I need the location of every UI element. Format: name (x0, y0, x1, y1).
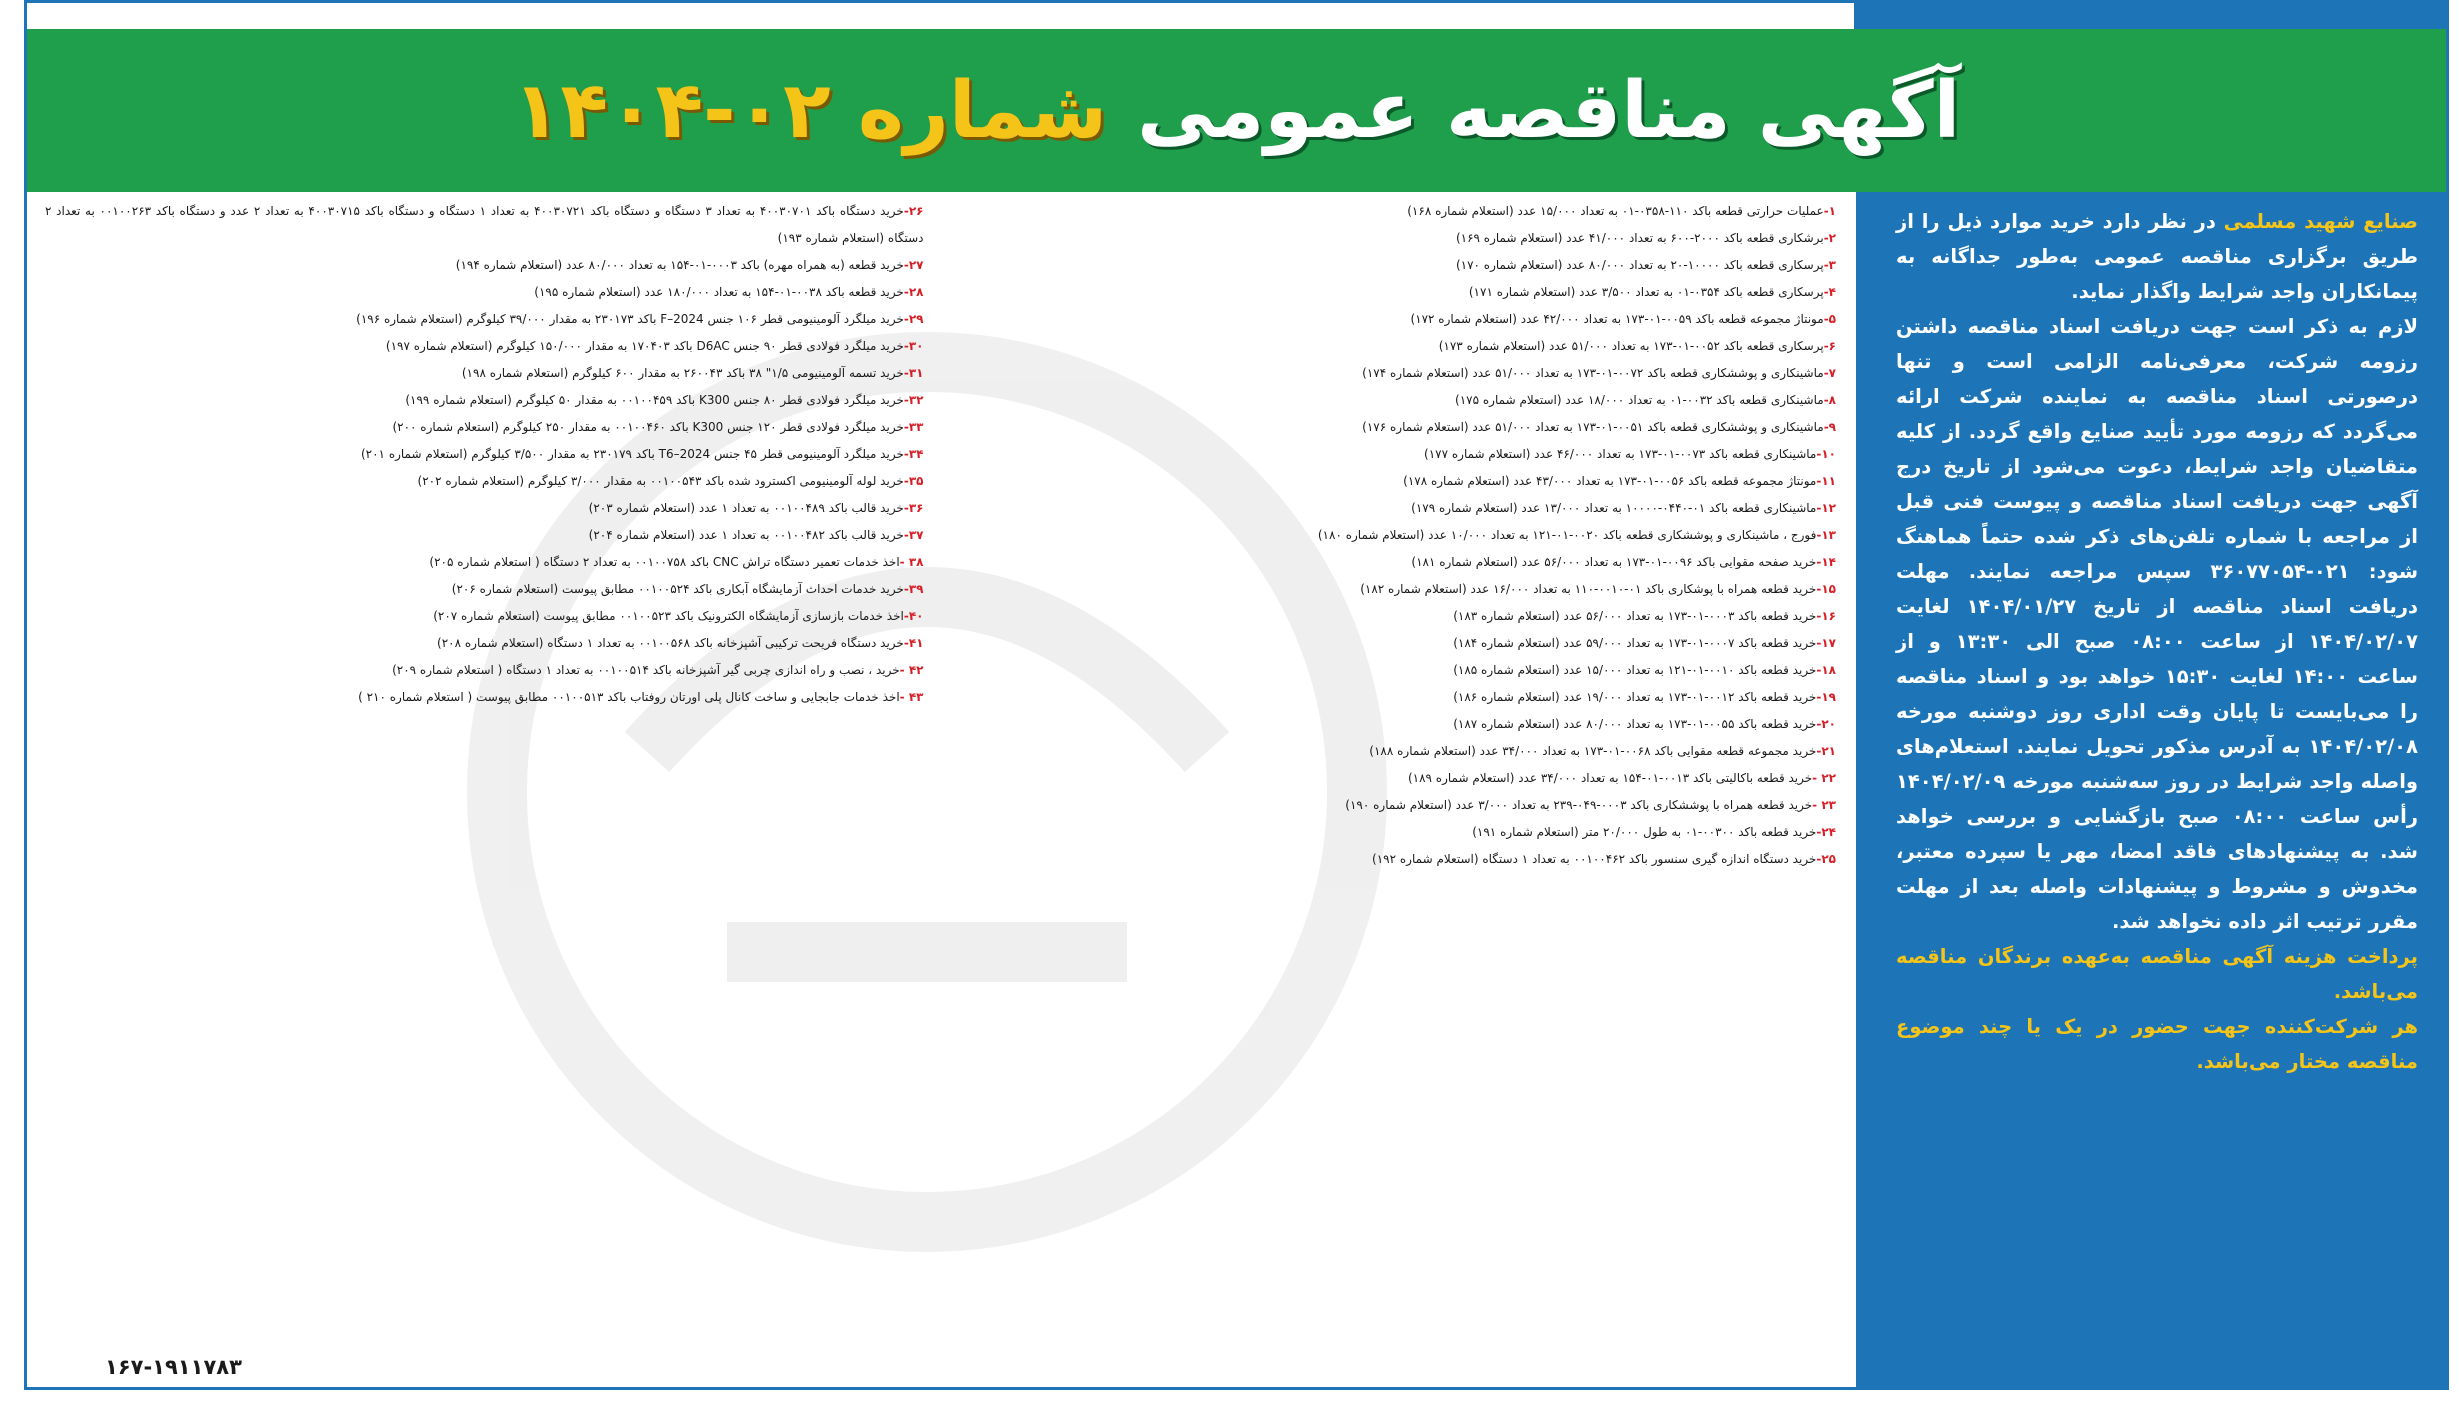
tender-item (958, 711, 1837, 738)
tender-item (958, 414, 1837, 441)
tender-item-number: ۲۶- (903, 204, 924, 218)
tender-item-number: ۴- (1823, 285, 1836, 299)
tender-item-number: ۹- (1823, 420, 1836, 434)
tender-item-text: پرسکاری قطعه باکد ۱۰۰۰۰-۲۰ به تعداد ۸۰/۰۰۰ عدد (استعلام شماره ۱۷۰) (1455, 258, 1824, 272)
tender-item-text: ماشینکاری قطعه باکد ۰۰۳۲-۰۱ به تعداد ۱۸/۰۰۰ عدد (استعلام شماره ۱۷۵) (1455, 393, 1824, 407)
tender-item (958, 306, 1837, 333)
sidebar-paragraph-participation: هر شرکت‌کننده جهت حضور در یک یا چند موضوع مناقصه مختار می‌باشد. (1896, 1015, 2418, 1073)
tender-item-text: خرید قطعه باکد ۰۰۱۲-۰۱-۱۷۳ به تعداد ۱۹/۰۰۰ عدد (استعلام شماره ۱۸۶) (1453, 690, 1817, 704)
tender-item (45, 468, 924, 495)
tender-item (45, 252, 924, 279)
tender-item-number: ۱۶- (1816, 609, 1836, 623)
tender-item (958, 738, 1837, 765)
tender-item (45, 279, 924, 306)
tender-item-number: ۴۳ - (899, 690, 924, 704)
tender-item-number: ۲۰- (1816, 717, 1836, 731)
tender-item-number: ۳۳- (903, 420, 924, 434)
tender-item-text: عملیات حرارتی قطعه باکد ۱۱۰-۰۳۵۸-۰۱ به تعداد ۱۵/۰۰۰ عدد (استعلام شماره ۱۶۸) (1407, 204, 1824, 218)
tender-item-number: ۲۷- (903, 258, 924, 272)
tender-item-number: ۴۰- (903, 609, 924, 623)
tender-item (958, 765, 1837, 792)
tender-item-text: ماشینکاری قطعه باکد ۰۰۷۳-۰۱-۱۷۳ به تعداد ۴۶/۰۰۰ عدد (استعلام شماره ۱۷۷) (1424, 447, 1817, 461)
tender-item (45, 198, 924, 252)
tender-item-text: ماشینکاری قطعه باکد ۰۱-۰۴۴۰-۱۰۰۰۰ به تعداد ۱۳/۰۰۰ عدد (استعلام شماره ۱۷۹) (1411, 501, 1817, 515)
tender-item (45, 684, 924, 711)
tender-item (958, 225, 1837, 252)
tender-item (958, 657, 1837, 684)
tender-item-number: ۲۱- (1816, 744, 1836, 758)
title-main: آگهی مناقصه عمومی (1137, 65, 1961, 156)
tender-item-number: ۴۲ - (899, 663, 924, 677)
title-number: شماره ۰۲-۱۴۰۴ (512, 65, 1108, 156)
tender-item-number: ۱۱- (1816, 474, 1836, 488)
tender-item-number: ۲۵- (1816, 852, 1836, 866)
tender-item-text: خرید دستگاه اندازه گیری سنسور باکد ۰۰۱۰۰۴۶۲ به تعداد ۱ دستگاه (استعلام شماره ۱۹۲) (1372, 852, 1817, 866)
tender-item-text: خرید قطعه (به همراه مهره) باکد ۰۰۰۳-۰۱-۱۵۴ به تعداد ۸۰/۰۰۰ عدد (استعلام شماره ۱۹۴) (455, 258, 904, 272)
tender-item-number: ۱۹- (1816, 690, 1836, 704)
tender-item (45, 333, 924, 360)
tender-item (45, 576, 924, 603)
tender-item-text: ماشینکاری و پوششکاری قطعه باکد ۰۰۷۲-۰۱-۱۷۳ به تعداد ۵۱/۰۰۰ عدد (استعلام شماره ۱۷۴) (1362, 366, 1824, 380)
header-banner (27, 29, 2446, 192)
tender-item (958, 792, 1837, 819)
tender-item (958, 441, 1837, 468)
tender-item-number: ۳۶- (903, 501, 924, 515)
tender-item (958, 846, 1837, 873)
tender-item (45, 495, 924, 522)
tender-item (958, 522, 1837, 549)
tender-item-number: ۱۳- (1816, 528, 1836, 542)
tender-item (958, 279, 1837, 306)
tender-item-text: پرسکاری قطعه باکد ۰۳۵۴-۰۱ به تعداد ۳/۵۰۰ عدد (استعلام شماره ۱۷۱) (1468, 285, 1824, 299)
tender-item (958, 603, 1837, 630)
tender-item-text: ماشینکاری و پوششکاری قطعه باکد ۰۰۵۱-۰۱-۱۷۳ به تعداد ۵۱/۰۰۰ عدد (استعلام شماره ۱۷۶) (1362, 420, 1824, 434)
tender-item-number: ۳۸ - (899, 555, 924, 569)
tender-item-number: ۲۲ - (1812, 771, 1836, 785)
tender-item-text: اخذ خدمات بازسازی آزمایشگاه الکترونیک باکد ۰۰۱۰۰۵۲۳ مطابق پیوست (استعلام شماره ۲۰۷) (433, 609, 904, 623)
tender-item-number: ۶- (1823, 339, 1836, 353)
title (27, 29, 2446, 192)
tender-item-text: خرید ، نصب و راه اندازی چربی گیر آشپزخانه باکد ۰۰۱۰۰۵۱۴ به تعداد ۱ دستگاه ( استعلام شماره ۲۰۹) (392, 663, 900, 677)
tender-item (958, 684, 1837, 711)
tender-item-text: خرید قطعه باکد ۰۰۰۳-۰۱-۱۷۳ به تعداد ۵۶/۰۰۰ عدد (استعلام شماره ۱۸۳) (1453, 609, 1817, 623)
notice-frame (24, 0, 2449, 1390)
tender-item-text: خرید تسمه آلومینیومی ۱/۵" ۳۸ باکد ۲۶۰۰۴۳ به مقدار ۶۰۰ کیلوگرم (استعلام شماره ۱۹۸) (461, 366, 904, 380)
tender-item-text: خرید لوله آلومینیومی اکسترود شده باکد ۰۰۱۰۰۵۴۳ به مقدار ۳/۰۰۰ کیلوگرم (استعلام شماره ۲۰۲) (417, 474, 904, 488)
sidebar-description (1856, 192, 2446, 1387)
tender-item-text: خرید میلگرد فولادی قطر ۸۰ جنس K300 باکد ۰۰۱۰۰۴۵۹ به مقدار ۵۰ کیلوگرم (استعلام شماره ۱۹۹) (405, 393, 904, 407)
tender-item-number: ۱۷- (1816, 636, 1836, 650)
tender-item-text: فورج ، ماشینکاری و پوششکاری قطعه باکد ۰۰۲۰-۰۱-۱۲۱ به تعداد ۱۰/۰۰۰ عدد (استعلام شماره ۱۸۰) (1317, 528, 1817, 542)
tender-item-text: برشکاری قطعه باکد ۲۰۰۰-۶۰۰ به تعداد ۴۱/۰۰۰ عدد (استعلام شماره ۱۶۹) (1455, 231, 1824, 245)
tender-item-number: ۲- (1823, 231, 1836, 245)
tender-item (45, 630, 924, 657)
tender-item-text: خرید قطعه باکد ۰۰۳۸-۰۱-۱۵۴ به تعداد ۱۸۰/۰۰۰ عدد (استعلام شماره ۱۹۵) (534, 285, 904, 299)
tender-item-number: ۲۹- (903, 312, 924, 326)
tender-item-number: ۳۹- (903, 582, 924, 596)
tender-item (958, 549, 1837, 576)
tender-item-text: خرید میلگرد آلومینیومی قطر ۴۵ جنس T6–2024 باکد ۲۳۰۱۷۹ به مقدار ۳/۵۰۰ کیلوگرم (استعلام شماره ۲۰۱) (360, 447, 904, 461)
tender-item-number: ۵- (1823, 312, 1836, 326)
tender-item (958, 360, 1837, 387)
tender-item-number: ۲۸- (903, 285, 924, 299)
tender-item-text: خرید قطعه باکد ۰۰۰۷-۰۱-۱۷۳ به تعداد ۵۹/۰۰۰ عدد (استعلام شماره ۱۸۴) (1453, 636, 1817, 650)
tender-item-number: ۲۴- (1816, 825, 1836, 839)
tender-item (958, 468, 1837, 495)
tender-item-text: خرید مجموعه قطعه مقوایی باکد ۰۰۶۸-۰۱-۱۷۳ به تعداد ۳۴/۰۰۰ عدد (استعلام شماره ۱۸۸) (1369, 744, 1817, 758)
tender-item-number: ۸- (1823, 393, 1836, 407)
company-name: صنایع شهید مسلمی (2223, 210, 2418, 233)
tender-item (958, 333, 1837, 360)
tender-item-number: ۲۳ - (1812, 798, 1836, 812)
tender-item-number: ۱۴- (1816, 555, 1836, 569)
tender-item-number: ۳۵- (903, 474, 924, 488)
tender-item (45, 441, 924, 468)
tender-item-number: ۱۰- (1816, 447, 1836, 461)
tender-item (958, 495, 1837, 522)
tender-item-number: ۴۱- (903, 636, 924, 650)
sidebar-paragraph-conditions: لازم به ذکر است جهت دریافت اسناد مناقصه داشتن رزومه شرکت، معرفی‌نامه الزامی است و تنها درصورتی اسناد مناقصه به نماینده شرکت ارائه می‌گردد که رزومه مورد تأیید صنایع واقع گردد. از کلیه متقاضیان واجد شرایط، دعوت می‌شود از تاریخ درج آگهی جهت دریافت اسناد مناقصه و پیوست فنی قبل از مراجعه با شماره تلفن‌های ذکر شده حتماً هماهنگ شود: ۰۲۱-۳۶۰۷۷۰۵۴ سپس مراجعه نمایند. مهلت دریافت اسناد مناقصه از تاریخ ۱۴۰۴/۰۱/۲۷ لغایت ۱۴۰۴/۰۲/۰۷ از ساعت ۰۸:۰۰ صبح الی ۱۳:۳۰ و از ساعت ۱۴:۰۰ لغایت ۱۵:۳۰ خواهد بود و اسناد مناقصه را می‌بایست تا پایان وقت اداری روز دوشنبه مورخه ۱۴۰۴/۰۲/۰۸ به آدرس مذکور تحویل نمایند. استعلام‌های واصله واجد شرایط در روز سه‌شنبه مورخه ۱۴۰۴/۰۲/۰۹ رأس ساعت ۰۸:۰۰ صبح بازگشایی و بررسی خواهد شد. به پیشنهادهای فاقد امضا، مهر یا سپرده معتبر، مخدوش و مشروط و پیشنهادات واصله بعد از مهلت مقرر ترتیب اثر داده نخواهد شد. (1896, 315, 2419, 933)
tender-item-number: ۱۸- (1816, 663, 1836, 677)
tender-item (45, 549, 924, 576)
tender-item-number: ۳۷- (903, 528, 924, 542)
tender-item-text: خرید میلگرد آلومینیومی قطر ۱۰۶ جنس F–2024 باکد ۲۳۰۱۷۳ به مقدار ۳۹/۰۰۰ کیلوگرم (استعلام شماره ۱۹۶) (356, 312, 904, 326)
tender-item-text: مونتاژ مجموعه قطعه باکد ۰۰۵۶-۰۱-۱۷۳ به تعداد ۴۳/۰۰۰ عدد (استعلام شماره ۱۷۸) (1403, 474, 1817, 488)
sidebar-paragraph-intro: صنایع شهید مسلمی در نظر دارد خرید موارد ذیل را از طریق برگزاری مناقصه عمومی به‌طور جداگانه به پیمانکاران واجد شرایط واگذار نماید. (1896, 210, 2418, 303)
tender-item (45, 522, 924, 549)
tender-item-number: ۳۴- (903, 447, 924, 461)
tender-item-number: ۱- (1823, 204, 1836, 218)
tender-item-text: خرید خدمات احداث آزمایشگاه آبکاری باکد ۰۰۱۰۰۵۲۴ مطابق پیوست (استعلام شماره ۲۰۶) (451, 582, 904, 596)
tender-item-text: خرید دستگاه فریحت ترکیبی آشپزخانه باکد ۰۰۱۰۰۵۶۸ به تعداد ۱ دستگاه (استعلام شماره ۲۰۸) (437, 636, 904, 650)
tender-item-number: ۳۱- (903, 366, 924, 380)
tender-item (45, 387, 924, 414)
tender-item-text: خرید قطعه باکالیتی باکد ۰۰۱۳-۰۱-۱۵۴ به تعداد ۳۴/۰۰۰ عدد (استعلام شماره ۱۸۹) (1407, 771, 1813, 785)
tender-item-text: خرید میلگرد فولادی قطر ۱۲۰ جنس K300 باکد ۰۰۱۰۰۴۶۰ به مقدار ۲۵۰ کیلوگرم (استعلام شماره ۲۰۰) (392, 420, 904, 434)
tender-item-text: خرید قالب باکد ۰۰۱۰۰۴۸۹ به تعداد ۱ عدد (استعلام شماره ۲۰۳) (588, 501, 904, 515)
tender-item (45, 657, 924, 684)
tender-item (958, 198, 1837, 225)
tender-item (45, 360, 924, 387)
tender-item (45, 603, 924, 630)
reference-number: ۱۶۷-۱۹۱۱۷۸۳ (105, 1355, 242, 1379)
items-column-right (958, 198, 1837, 1387)
tender-item-text: خرید قطعه باکد ۰۰۱۰-۰۱-۱۲۱ به تعداد ۱۵/۰۰۰ عدد (استعلام شماره ۱۸۵) (1453, 663, 1817, 677)
tender-item (958, 576, 1837, 603)
tender-item (958, 819, 1837, 846)
tender-item-text: خرید قطعه باکد ۰۰۵۵-۰۱-۱۷۳ به تعداد ۸۰/۰۰۰ عدد (استعلام شماره ۱۸۷) (1453, 717, 1817, 731)
tender-item (958, 630, 1837, 657)
tender-item-number: ۳۰- (903, 339, 924, 353)
top-blue-strip (1854, 3, 2446, 29)
tender-item-text: خرید قطعه باکد ۰۰۳۰۰-۰۱ به طول ۲۰/۰۰۰ متر (استعلام شماره ۱۹۱) (1472, 825, 1817, 839)
items-column-left (45, 198, 924, 1387)
tender-item-number: ۱۲- (1816, 501, 1836, 515)
tender-item-text: خرید میلگرد فولادی قطر ۹۰ جنس D6AC باکد ۱۷۰۴۰۳ به مقدار ۱۵۰/۰۰۰ کیلوگرم (استعلام شماره ۱۹۷) (385, 339, 904, 353)
tender-item-text: خرید قطعه همراه با پوشکاری باکد ۰۱-۰۰۱۰-۱۱۰ به تعداد ۱۶/۰۰۰ عدد (استعلام شماره ۱۸۲) (1360, 582, 1817, 596)
tender-item-text: خرید قطعه همراه با پوششکاری باکد ۰۰۰۳-۰۴۹-۲۳۹ به تعداد ۳/۰۰۰ عدد (استعلام شماره ۱۹۰) (1345, 798, 1813, 812)
tender-item-text: اخذ خدمات تعمیر دستگاه تراش CNC باکد ۰۰۱۰۰۷۵۸ به تعداد ۲ دستگاه ( استعلام شماره ۲۰۵) (429, 555, 900, 569)
tender-item-text: خرید صفحه مقوایی باکد ۰۰۹۶-۰۱-۱۷۳ به تعداد ۵۶/۰۰۰ عدد (استعلام شماره ۱۸۱) (1411, 555, 1817, 569)
sidebar-paragraph-payment: پرداخت هزینه آگهی مناقصه به‌عهده برندگان مناقصه می‌باشد. (1896, 945, 2418, 1003)
tender-item-text: پرسکاری قطعه باکد ۰۰۵۲-۰۱-۱۷۳ به تعداد ۵۱/۰۰۰ عدد (استعلام شماره ۱۷۳) (1438, 339, 1824, 353)
tender-item-number: ۱۵- (1816, 582, 1836, 596)
tender-item-text: مونتاژ مجموعه قطعه باکد ۰۰۵۹-۰۱-۱۷۳ به تعداد ۴۲/۰۰۰ عدد (استعلام شماره ۱۷۲) (1410, 312, 1824, 326)
items-content (27, 192, 1856, 1387)
tender-item-text: خرید قالب باکد ۰۰۱۰۰۴۸۲ به تعداد ۱ عدد (استعلام شماره ۲۰۴) (588, 528, 904, 542)
tender-item (958, 252, 1837, 279)
tender-item-number: ۷- (1823, 366, 1836, 380)
tender-item (45, 414, 924, 441)
tender-item-number: ۳۲- (903, 393, 924, 407)
tender-item-text: اخذ خدمات جابجایی و ساخت کانال پلی اورتان روفتاب باکد ۰۰۱۰۰۵۱۳ مطابق پیوست ( استعلام شماره ۲۱۰ ) (358, 690, 900, 704)
tender-item-text: خرید دستگاه باکد ۴۰۰۳۰۷۰۱ به تعداد ۳ دستگاه و دستگاه باکد ۴۰۰۳۰۷۲۱ به تعداد ۱ دستگاه و دستگاه باکد ۴۰۰۳۰۷۱۵ به تعداد ۲ عدد و دستگاه باکد ۰۰۱۰۰۲۶۳ به تعداد ۲ دستگاه (استعلام شماره ۱۹۳) (45, 204, 924, 245)
tender-item-number: ۳- (1823, 258, 1836, 272)
tender-item (958, 387, 1837, 414)
tender-item (45, 306, 924, 333)
